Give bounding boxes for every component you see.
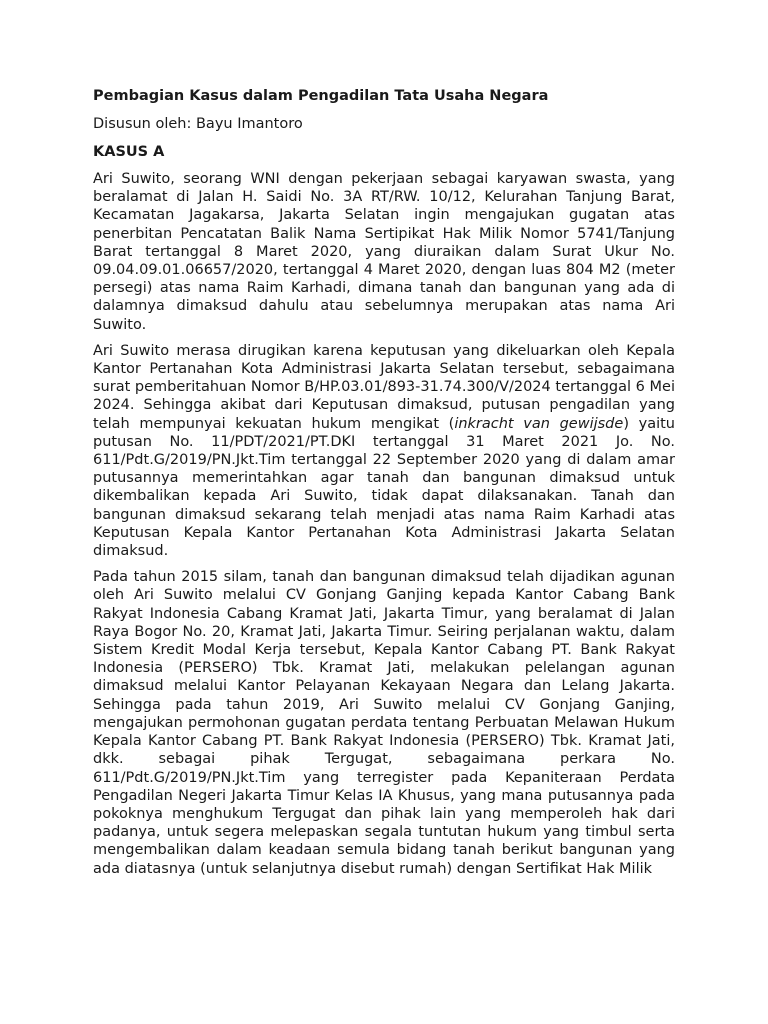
document-page bbox=[93, 86, 675, 886]
paragraph-2-part-2: ) yaitu putusan No. 11/PDT/2021/PT.DKI tertanggal 31 Maret 2021 Jo. No. 611/Pdt.G/2019/PN.Jkt.Tim tertanggal 22 September 2020 yang di dalam amar putusannya memerintahkan agar tanah dan bangunan dimaksud untuk dikembalikan kepada Ari Suwito, tidak dapat dilaksanakan. Tanah dan bangunan dimaksud sekarang telah menjadi atas nama Raim Karhadi atas Keputusan Kepala Kantor Pertanahan Kota Administrasi Jakarta Selatan dimaksud. bbox=[93, 415, 675, 560]
case-heading: KASUS A bbox=[93, 144, 165, 160]
paragraph-2-part-1: Ari Suwito merasa dirugikan karena keputusan yang dikeluarkan oleh Kepala Kantor Pertanahan Kota Administrasi Jakarta Selatan tersebut, sebagaimana surat pemberitahuan Nomor B/HP.03.01/893-31.74.300/V/2024 tertanggal 6 Mei 2024. Sehingga akibat dari Keputusan dimaksud, putusan pengadilan yang telah mempunyai kekuatan hukum mengikat ( bbox=[93, 342, 675, 432]
paragraph-2 bbox=[93, 342, 675, 560]
author-line: Disusun oleh: Bayu Imantoro bbox=[93, 116, 303, 132]
paragraph-1: Ari Suwito, seorang WNI dengan pekerjaan sebagai karyawan swasta, yang beralamat di Jalan H. Saidi No. 3A RT/RW. 10/12, Kelurahan Tanjung Barat, Kecamatan Jagakarsa, Jakarta Selatan ingin mengajukan gugatan atas penerbitan Pencatatan Balik Nama Sertipikat Hak Milik Nomor 5741/Tanjung Barat tertanggal 8 Maret 2020, yang diuraikan dalam Surat Ukur No. 09.04.09.01.06657/2020, tertanggal 4 Maret 2020, dengan luas 804 M2 (meter persegi) atas nama Raim Karhadi, dimana tanah dan bangunan yang ada di dalamnya dimaksud dahulu atau sebelumnya merupakan atas nama Ari Suwito. bbox=[93, 171, 675, 333]
document-title: Pembagian Kasus dalam Pengadilan Tata Usaha Negara bbox=[93, 88, 549, 104]
paragraph-3: Pada tahun 2015 silam, tanah dan bangunan dimaksud telah dijadikan agunan oleh Ari Suwito melalui CV Gonjang Ganjing kepada Kantor Cabang Bank Rakyat Indonesia Cabang Kramat Jati, Jakarta Timur, yang beralamat di Jalan Raya Bogor No. 20, Kramat Jati, Jakarta Timur. Seiring perjalanan waktu, dalam Sistem Kredit Modal Kerja tersebut, Kepala Kantor Cabang PT. Bank Rakyat Indonesia (PERSERO) Tbk. Kramat Jati, melakukan pelelangan agunan dimaksud melalui Kantor Pelayanan Kekayaan Negara dan Lelang Jakarta. Sehingga pada tahun 2019, Ari Suwito melalui CV Gonjang Ganjing, mengajukan permohonan gugatan perdata tentang Perbuatan Melawan Hukum Kepala Kantor Cabang PT. Bank Rakyat Indonesia (PERSERO) Tbk. Kramat Jati, dkk. sebagai pihak Tergugat, sebagaimana perkara No. 611/Pdt.G/2019/PN.Jkt.Tim yang terregister pada Kepaniteraan Perdata Pengadilan Negeri Jakarta Timur Kelas IA Khusus, yang mana putusannya pada pokoknya menghukum Tergugat dan pihak lain yang memperoleh hak dari padanya, untuk segera melepaskan segala tuntutan hukum yang timbul serta mengembalikan dalam keadaan semula bidang tanah berikut bangunan yang ada diatasnya (untuk selanjutnya disebut rumah) dengan Sertifikat Hak Milik bbox=[93, 569, 675, 877]
italic-term: inkracht van gewijsde bbox=[454, 415, 624, 432]
